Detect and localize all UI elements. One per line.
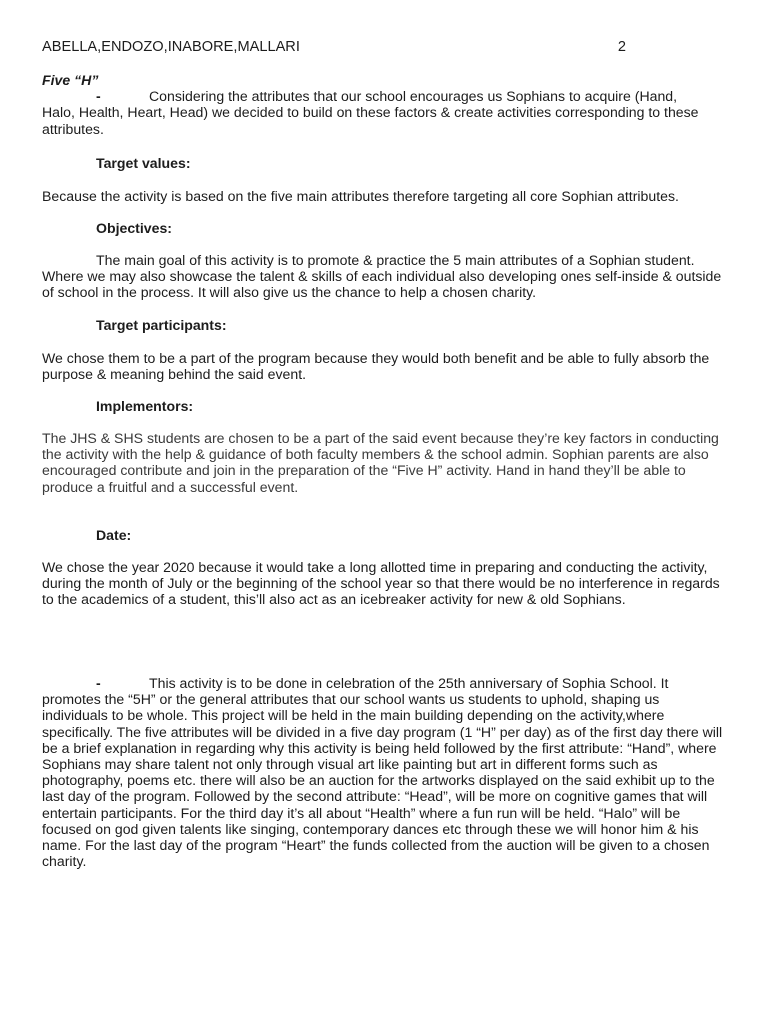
objectives-body-block (42, 252, 726, 301)
date-body: We chose the year 2020 because it would take a long allotted time in preparing and conducting the activity, during the month of July or the beginning of the school year so that there would be no interference in regards to the academics of a student, this’ll also act as an icebreaker activity for new & old Sophians. (42, 559, 720, 608)
implementors-heading: Implementors: (96, 398, 194, 414)
closing-text-rest: promotes the “5H” or the general attributes that our school wants us students to uphold, shaping us individuals to be whole. This project will be held in the main building depending on the activity,where specifically. The five attributes will be divided in a five day program (1 “H” per day) as of the first day there will be a brief explanation in regarding why this activity is being held followed by the first attribute: “Hand”, where Sophians may share talent not only through visual art like painting but art in different forms such as photography, poems etc. there will also be an auction for the artworks displayed on the said exhibit up to the last day of the program. Followed by the second attribute: “Head”, will be more on cognitive games that will entertain participants. For the third day it’s all about “Health” where a fun run will be held. “Halo” will be focused on god given talents like singing, contemporary dances etc through these we will honor him & his name. For the last day of the program “Heart” the funds collected from the auction will be given to a chosen charity. (42, 691, 723, 870)
date-section (42, 527, 726, 543)
closing-text-start: This activity is to be done in celebration of the 25th anniversary of Sophia School. It (149, 675, 669, 691)
implementors-body-block (42, 430, 726, 495)
target-values-heading: Target values: (96, 155, 191, 171)
implementors-section (42, 398, 726, 414)
intro-text-start: Considering the attributes that our school encourages us Sophians to acquire (Hand, (149, 88, 678, 105)
date-heading: Date: (96, 527, 132, 543)
intro-block (42, 72, 726, 137)
objectives-section (42, 220, 726, 236)
document-title: Five “H” (42, 72, 99, 88)
objectives-body: The main goal of this activity is to promote & practice the 5 main attributes of a Sophian student. Where we may also showcase the talent & skills of each individual also developing ones self-inside & outside of school in the process. It will also give us the chance to help a chosen charity. (42, 252, 722, 301)
target-participants-section (42, 317, 726, 333)
target-participants-body: We chose them to be a part of the program because they would both benefit and be able to fully absorb the purpose & meaning behind the said event. (42, 350, 710, 383)
dash-bullet: - (96, 88, 101, 105)
dash-bullet: - (96, 675, 101, 691)
target-values-section (42, 155, 726, 171)
intro-text-rest: Halo, Health, Heart, Head) we decided to build on these factors & create activities corresponding to these attributes. (42, 104, 699, 137)
intro-first-line (42, 88, 726, 104)
target-values-body-block (42, 188, 726, 204)
objectives-heading: Objectives: (96, 220, 172, 236)
target-values-body: Because the activity is based on the five main attributes therefore targeting all core Sophian attributes. (42, 188, 679, 204)
page-header (42, 39, 626, 55)
target-participants-body-block (42, 350, 726, 382)
implementors-body: The JHS & SHS students are chosen to be a part of the said event because they’re key factors in conducting the activity with the help & guidance of both faculty members & the school admin. Sophian parents are also encouraged contribute and join in the preparation of the “Five H” activity. Hand in hand they’ll be able to produce a fruitful and a successful event. (42, 430, 719, 495)
target-participants-heading: Target participants: (96, 317, 227, 333)
page-number: 2 (617, 39, 626, 55)
date-body-block (42, 559, 726, 608)
authors: ABELLA,ENDOZO,INABORE,MALLARI (42, 39, 300, 55)
closing-first-line (42, 675, 726, 691)
closing-block (42, 675, 726, 869)
